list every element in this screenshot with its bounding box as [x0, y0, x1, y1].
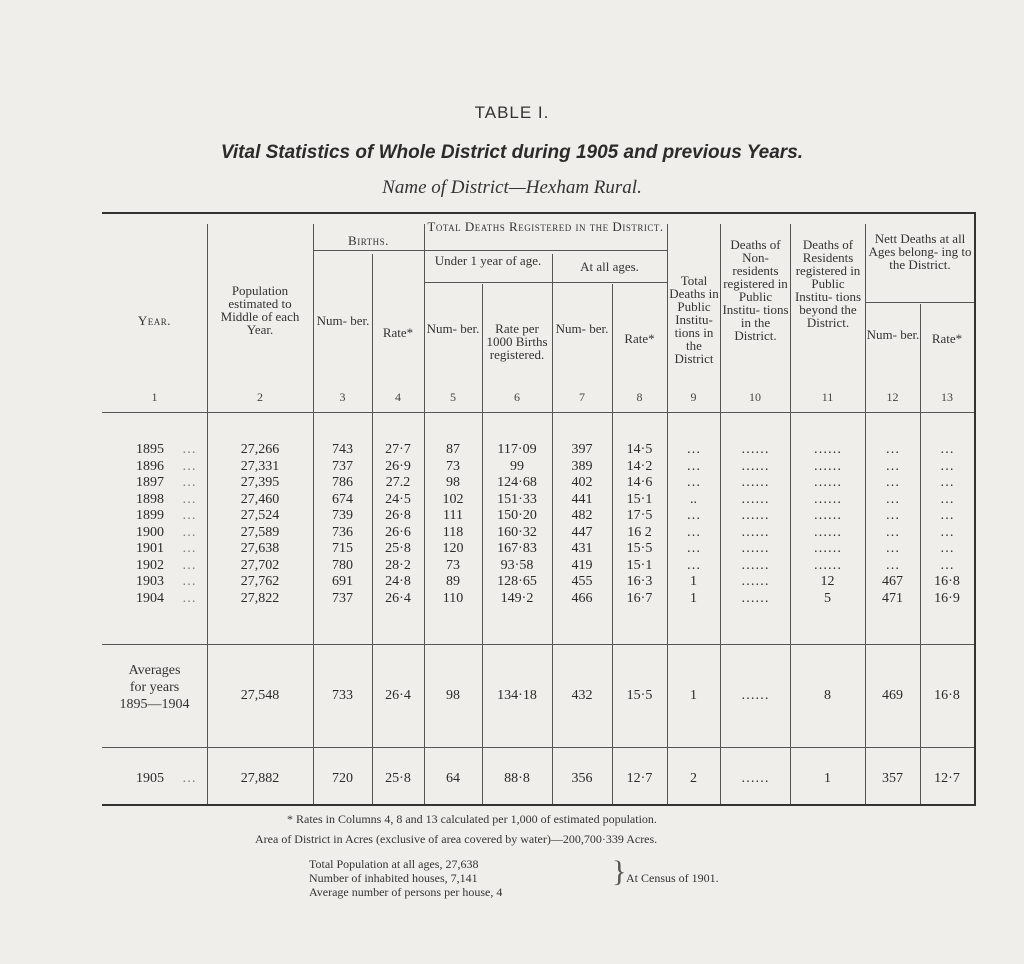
- header-nett-deaths: Nett Deaths at all Ages belong- ing to the District.: [868, 231, 972, 272]
- table-cell: …: [686, 524, 701, 540]
- row-year: 1896: [136, 458, 164, 474]
- table-cell: 26·9: [385, 458, 411, 474]
- table-cell: 27·7: [385, 442, 411, 457]
- header-rule: [424, 282, 667, 283]
- table-cell: 780: [332, 557, 353, 573]
- leader-dots: …: [182, 491, 196, 507]
- leader-dots: …: [182, 524, 196, 540]
- column-number: 6: [514, 390, 520, 404]
- table-cell: 27,762: [240, 574, 280, 589]
- table-cell: 691: [332, 574, 353, 589]
- table-cell: 1: [690, 590, 697, 606]
- column-number: 7: [579, 390, 585, 404]
- table-cell: 5: [824, 590, 831, 606]
- table-cell: …: [940, 524, 954, 540]
- table-cell: 160·32: [497, 524, 537, 540]
- table-cell: 111: [443, 508, 463, 523]
- table-cell: ……: [741, 771, 769, 786]
- leader-dots: …: [182, 590, 196, 606]
- table-cell: 715: [332, 541, 353, 556]
- row-year: 1899: [136, 508, 164, 523]
- table-cell: ……: [813, 458, 842, 474]
- table-cell: 167·83: [497, 541, 537, 556]
- table-cell: 14·6: [626, 475, 653, 490]
- row-year: 1895: [136, 442, 164, 457]
- table-cell: 467: [882, 574, 903, 589]
- table-cell: 402: [571, 475, 593, 490]
- table-cell: …: [686, 475, 701, 490]
- table-cell: 737: [332, 590, 353, 606]
- table-cell: 93·58: [500, 557, 534, 573]
- table-cell: 16·9: [934, 590, 960, 606]
- leader-dots: …: [182, 508, 196, 523]
- table-cell: 27,702: [240, 557, 280, 573]
- table-cell: 14·2: [626, 458, 653, 474]
- leader-dots: …: [182, 771, 196, 786]
- table-cell: ……: [741, 524, 769, 540]
- table-cell: 16 2: [627, 524, 652, 540]
- table-cell: 64: [446, 771, 460, 786]
- table-cell: …: [940, 475, 954, 490]
- averages-top-rule: [102, 644, 974, 645]
- table-cell: 737: [332, 458, 353, 474]
- table-cell: …: [686, 557, 701, 573]
- table-cell: 1: [824, 771, 831, 786]
- table-cell: 27,524: [240, 508, 280, 523]
- row-year: 1905: [136, 771, 164, 786]
- averages-cell: 16·8: [934, 688, 960, 703]
- column-number: 4: [395, 390, 401, 404]
- header-deaths-public: Total Deaths in Public Institu- tions in the District: [669, 273, 719, 366]
- table-cell: …: [940, 557, 954, 573]
- table-cell: 17·5: [626, 508, 653, 523]
- averages-cell: 98: [446, 688, 460, 703]
- averages-label-line: for years: [129, 680, 180, 695]
- table-cell: 447: [571, 524, 593, 540]
- column-number: 10: [749, 390, 761, 404]
- header-population: Population estimated to Middle of each Year.: [220, 283, 300, 337]
- leader-dots: …: [182, 574, 196, 589]
- footnote-persons: Average number of persons per house, 4: [309, 885, 503, 899]
- table-cell: 389: [571, 458, 593, 474]
- table-cell: 88·8: [504, 771, 530, 786]
- table-cell: ……: [741, 541, 769, 556]
- table-cell: 102: [442, 491, 464, 507]
- leader-dots: …: [182, 557, 196, 573]
- table-cell: 27,266: [240, 442, 280, 457]
- table-cell: 118: [442, 524, 464, 540]
- table-cell: 124·68: [497, 475, 537, 490]
- leader-dots: …: [182, 475, 196, 490]
- header-all-ages-number: Num- ber.: [555, 321, 609, 336]
- averages-bottom-rule: [102, 747, 974, 748]
- table-cell: …: [885, 458, 900, 474]
- table-cell: …: [940, 491, 954, 507]
- table-cell: 16·3: [626, 574, 653, 589]
- header-rule: [313, 250, 667, 251]
- table-cell: 15·1: [626, 557, 653, 573]
- table-cell: 110: [442, 590, 464, 606]
- column-number: 13: [941, 390, 953, 404]
- table-cell: …: [885, 524, 900, 540]
- table-cell: ……: [813, 442, 842, 457]
- table-cell: ……: [741, 442, 769, 457]
- table-cell: 27,460: [240, 491, 280, 507]
- header-nett-number: Num- ber.: [866, 327, 920, 342]
- table-cell: ……: [813, 475, 842, 490]
- averages-cell: 26·4: [385, 688, 411, 703]
- table-cell: ……: [741, 590, 769, 606]
- column-number: 3: [339, 390, 346, 404]
- table-cell: …: [885, 508, 900, 523]
- averages-label: [102, 662, 207, 713]
- table-cell: 24·8: [385, 574, 411, 589]
- table-cell: 26·4: [385, 590, 411, 606]
- table-label: TABLE I.: [474, 103, 550, 122]
- table-cell: 27,882: [240, 771, 280, 786]
- table-cell: 356: [571, 771, 593, 786]
- table-cell: 441: [571, 491, 593, 507]
- table-cell: 87: [446, 442, 460, 457]
- table-cell: 2: [690, 771, 697, 786]
- table-cell: 27,395: [240, 475, 280, 490]
- header-all-ages: At all ages.: [580, 259, 639, 274]
- table-cell: 466: [571, 590, 593, 606]
- header-rule: [865, 302, 974, 303]
- table-cell: 397: [571, 442, 593, 457]
- header-all-ages-rate: Rate*: [624, 331, 655, 346]
- table-cell: 357: [882, 771, 903, 786]
- table-cell: …: [686, 541, 701, 556]
- column-number: 5: [450, 390, 456, 404]
- table-cell: 149·2: [500, 590, 534, 606]
- header-bottom-rule: [102, 412, 974, 413]
- table-cell: 98: [446, 475, 460, 490]
- table-cell: 26·8: [385, 508, 411, 523]
- table-title: Vital Statistics of Whole District during 1905 and previous Years.: [220, 142, 804, 163]
- header-nett-rate: Rate*: [931, 331, 963, 346]
- vital-statistics-table: [102, 212, 976, 806]
- table-cell: 739: [332, 508, 353, 523]
- averages-cell: 15·5: [626, 688, 653, 703]
- header-under-one-number: Num- ber.: [426, 321, 480, 336]
- header-residents-beyond: Deaths of Residents registered in Public Institu- tions beyond the District.: [794, 237, 862, 330]
- averages-cell: 134·18: [497, 688, 537, 703]
- header-under-one: Under 1 year of age.: [434, 253, 542, 268]
- table-cell: …: [940, 442, 954, 457]
- table-cell: 27,589: [240, 524, 280, 540]
- column-number: 9: [690, 390, 697, 404]
- column-number: 8: [636, 390, 643, 404]
- table-cell: 73: [446, 458, 460, 474]
- table-cell: ……: [813, 557, 842, 573]
- table-cell: ……: [813, 541, 842, 556]
- leader-dots: …: [182, 458, 196, 474]
- table-cell: 15·5: [626, 541, 653, 556]
- averages-cell: 469: [882, 688, 903, 703]
- header-births-rate: Rate*: [382, 325, 414, 340]
- footnote-brace: }: [612, 855, 627, 888]
- averages-cell: 733: [332, 688, 353, 703]
- table-cell: 117·09: [497, 442, 537, 457]
- table-cell: 27,638: [240, 541, 280, 556]
- table-cell: 15·1: [626, 491, 653, 507]
- footnote-total-population: Total Population at all ages, 27,638: [309, 857, 479, 871]
- table-cell: 455: [571, 574, 593, 589]
- table-cell: 14·5: [626, 442, 653, 457]
- header-births-number: Num- ber.: [316, 313, 370, 328]
- table-cell: 27.2: [385, 475, 411, 490]
- table-cell: ……: [813, 524, 842, 540]
- table-cell: 24·5: [385, 491, 411, 507]
- table-cell: ……: [741, 557, 769, 573]
- table-cell: 16·7: [626, 590, 653, 606]
- table-cell: 1: [690, 574, 697, 589]
- row-year: 1901: [136, 541, 164, 556]
- table-cell: …: [686, 508, 701, 523]
- footnote-area: Area of District in Acres (exclusive of area covered by water)—200,700·339 Acres.: [255, 832, 658, 846]
- table-cell: 736: [332, 524, 353, 540]
- table-cell: 720: [332, 771, 353, 786]
- table-cell: 120: [442, 541, 464, 556]
- averages-cell: 432: [571, 688, 593, 703]
- header-non-residents: Deaths of Non- residents registered in Public Institu- tions in the District.: [722, 237, 789, 343]
- table-cell: …: [686, 442, 701, 457]
- table-cell: …: [885, 491, 900, 507]
- table-cell: ……: [741, 475, 769, 490]
- column-number: 2: [257, 390, 263, 404]
- column-number: 12: [886, 390, 899, 404]
- header-under-one-rate: Rate per 1000 Births registered.: [486, 321, 548, 362]
- leader-dots: …: [182, 442, 196, 457]
- table-cell: 431: [571, 541, 593, 556]
- footnote-rates: * Rates in Columns 4, 8 and 13 calculated per 1,000 of estimated population.: [287, 812, 657, 826]
- averages-label-line: 1895—1904: [119, 697, 190, 712]
- table-cell: …: [885, 442, 900, 457]
- row-year: 1897: [136, 475, 164, 490]
- table-cell: …: [940, 458, 954, 474]
- table-cell: 27,331: [240, 458, 280, 474]
- table-cell: ……: [741, 508, 769, 523]
- table-cell: …: [686, 458, 701, 474]
- averages-cell: ……: [741, 688, 769, 703]
- averages-cell: 27,548: [240, 688, 280, 703]
- table-cell: 12: [820, 574, 835, 589]
- table-cell: 128·65: [497, 574, 537, 589]
- table-cell: 25·8: [385, 771, 411, 786]
- table-cell: …: [885, 541, 900, 556]
- table-cell: …: [940, 541, 954, 556]
- averages-label-line: Averages: [128, 663, 181, 678]
- table-cell: 25·8: [385, 541, 411, 556]
- table-cell: 471: [882, 590, 903, 606]
- table-cell: 28·2: [385, 557, 411, 573]
- table-cell: 743: [332, 442, 353, 457]
- table-cell: 151·33: [497, 491, 537, 507]
- table-cell: 482: [571, 508, 593, 523]
- table-cell: 89: [446, 574, 460, 589]
- table-cell: …: [885, 475, 900, 490]
- table-cell: ……: [741, 574, 769, 589]
- table-cell: ……: [813, 491, 842, 507]
- header-births: Births.: [348, 233, 389, 248]
- table-cell: …: [885, 557, 900, 573]
- table-cell: …: [940, 508, 954, 523]
- table-cell: 419: [571, 557, 593, 573]
- table-cell: ..: [690, 491, 697, 507]
- table-cell: ……: [741, 458, 769, 474]
- row-year: 1904: [136, 590, 164, 606]
- header-total-deaths: Total Deaths Registered in the District.: [427, 219, 664, 234]
- row-year: 1900: [136, 524, 164, 540]
- row-year: 1898: [136, 491, 164, 507]
- table-cell: 150·20: [497, 508, 537, 523]
- table-cell: 12·7: [626, 771, 653, 786]
- table-cell: 12·7: [934, 771, 960, 786]
- footnote-census: At Census of 1901.: [626, 871, 719, 885]
- table-cell: 786: [332, 475, 353, 490]
- footnote-houses: Number of inhabited houses, 7,141: [309, 871, 478, 885]
- table-cell: ……: [741, 491, 769, 507]
- averages-cell: 1: [690, 688, 697, 703]
- header-year: Year.: [137, 313, 172, 328]
- leader-dots: …: [182, 541, 196, 556]
- row-year: 1902: [136, 557, 164, 573]
- column-number: 11: [821, 390, 834, 404]
- table-cell: 674: [332, 491, 353, 507]
- table-cell: 99: [510, 458, 524, 474]
- table-cell: ……: [813, 508, 842, 523]
- averages-cell: 8: [824, 688, 831, 703]
- table-cell: 27,822: [240, 590, 280, 606]
- table-cell: 73: [446, 557, 460, 573]
- table-cell: 26·6: [385, 524, 411, 540]
- column-number: 1: [151, 390, 158, 404]
- district-name: Name of District—Hexham Rural.: [382, 177, 642, 198]
- row-year: 1903: [136, 574, 164, 589]
- table-cell: 16·8: [934, 574, 960, 589]
